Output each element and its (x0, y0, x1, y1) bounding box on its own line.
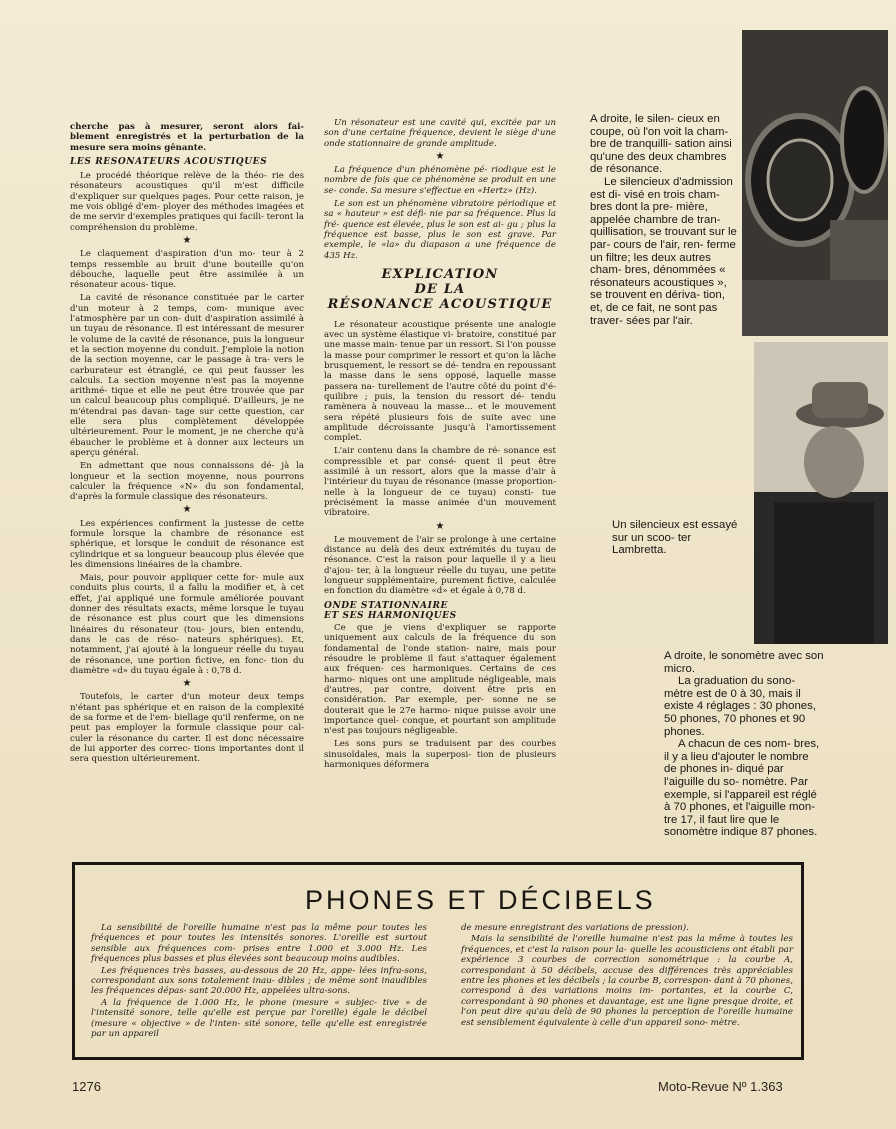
paragraph: Le mouvement de l'air se prolonge à une certaine distance au delà des deux extrémités du tuyau de résonance. C'est la raison pour laquelle il y a lieu d'ajou- ter, à la longueur réelle du tuyau, une petite longueur supplémentaire, purement fictive, calculée en fonction du diamètre «d» et égale à 0,78 d. (324, 534, 556, 597)
definition-resonateur: Un résonateur est une cavité qui, excitée par un son d'une certaine fréquence, devient le siège d'une onde stationnaire de grande amplitude. (324, 118, 556, 149)
title-line: RÉSONANCE ACOUSTIQUE (327, 296, 553, 312)
lambretta-scooter-photo (754, 342, 888, 644)
middle-column (324, 118, 556, 773)
box-paragraph: La sensibilité de l'oreille humaine n'est pas la même pour toutes les fréquences et pour toutes les intensités sonores. L'oreille est surtout sensible aux fréquences com- prises entre 1.000 et 3.000 Hz. Les fréquences plus basses et plus élevées sont beaucoup moins audibles. (91, 923, 427, 965)
caption-lambretta (612, 519, 748, 557)
paragraph: Les expériences confirment la justesse de cette formule lorsque la chambre de résonance est sphérique, et lorsque le conduit de résonance est cylindrique et sa longueur beaucoup plus élevée que les dimensions linéaires de la chambre. (70, 518, 304, 570)
star-separator: ★ (435, 150, 445, 162)
caption-text: La graduation du sono- mètre est de 0 à 30, mais il existe 4 réglages : 30 phones, 50 phones, 70 phones et 90 phones. (664, 675, 816, 738)
paragraph: Toutefois, le carter d'un moteur deux temps n'étant pas sphérique et en raison de la complexité de sa forme et de l'em- biellage qu'il renferme, on ne peut pas employer la formule classique pour cal- culer la résonance du carter. Il est donc nécessaire de lui apporter des correc- tions importantes dont il sera question ultérieurement. (70, 692, 304, 765)
star-separator: ★ (182, 504, 192, 516)
caption-text: Un silencieux est essayé sur un scoo- ter Lambretta. (612, 519, 738, 557)
box-paragraph: Mais la sensibilité de l'oreille humaine n'est pas la même à toutes les fréquences, et c'est la raison pour la- quelle les acousticiens ont établi par expérience 3 courbes de correction sonométrique : la courbe A, correspondant à 50 décibels, accuse des différences très appréciables entre les phones et les décibels ; la courbe B, correspon- dant à 70 phones, correspond à des variations moins im- portantes, et la courbe C, correspondant à 90 phones et davantage, est une ligne presque droite, et l'on peut dire qu'au delà de 90 phones la perception de l'oreille humaine est sensiblement équivalente à celle d'un appareil sono- mètre. (461, 934, 793, 1028)
box-paragraph: Les fréquences très basses, au-dessous de 20 Hz, appe- lées infra-sons, correspondant aux sons totalement inau- dibles ; de même sont inaudibles les fréquences dépas- sant 20.000 Hz, appelées ultra-sons. (91, 965, 427, 997)
star-separator: ★ (182, 678, 192, 690)
caption-silencieux (590, 113, 738, 327)
star-separator: ★ (435, 520, 445, 532)
definition-son: Le son est un phénomène vibratoire périodique et sa « hauteur » est défi- nie par sa fréquence. Plus la fré- quence est élevée, plus le son est ai- gu ; plus la fréquence est basse, plus le son est grave. Par exemple, le «la» du diapason a une fréquence de 435 Hz. (324, 199, 556, 261)
box-paragraph: de mesure enregistrant des variations de pression). (461, 923, 689, 933)
paragraph: Le claquement d'aspiration d'un mo- teur à 2 temps ressemble au bruit d'une bouteille qu'on débouche, laquelle peut être assimilée à un résonateur acous- tique. (70, 249, 304, 291)
caption-text: A droite, le sonomètre avec son micro. (664, 650, 824, 675)
caption-text: Le silencieux d'admission est di- visé en trois cham- bres dont la pre- mière, appelée chambre de tran- quillisation, se trouvant sur le par- cours de l'air, ren- ferme un filtre; les deux autres cham- bres, dénommées « résonateurs acoustiques », se trouvent en dériva- tion, et, de ce fait, ne sont pas traver- sées par l'air. (590, 175, 737, 327)
silencer-cutaway-photo (742, 30, 888, 336)
heading-line: ET SES HARMONIQUES (324, 610, 457, 621)
box-right-column (461, 923, 793, 1029)
intro-text: cherche pas à mesurer, seront alors fai- blement enregistrés et la perturbation de la mesure sera moins gênante. (70, 122, 304, 153)
box-left-column (91, 923, 427, 1040)
caption-text: A droite, le silen- cieux en coupe, où l'on voit la cham- bre de tranquilli- sation ainsi qu'une des deux chambres de résonance. (590, 113, 732, 176)
title-line: EXPLICATION (381, 266, 499, 282)
definition-frequence: La fréquence d'un phénomène pé- riodique est le nombre de fois que ce phénomène se produit en une se- conde. Sa mesure s'effectue en «Hertz» (Hz). (324, 165, 556, 196)
heading-line: ONDE STATIONNAIRE (324, 600, 448, 611)
section-title-explication (324, 267, 556, 312)
section-heading-onde (324, 601, 556, 622)
section-heading-resonateurs: LES RESONATEURS ACOUSTIQUES (70, 156, 268, 167)
paragraph: La cavité de résonance constituée par le carter d'un moteur à 2 temps, com- munique avec l'atmosphère par un con- duit d'aspiration assimilé à un tuyau de résonance. Il est intéressant de mesurer le volume de la cavité de résonance, puis la longueur et la section moyenne du conduit. J'emploie la notion de la section moyenne, car le passage à tra- vers le carburateur est étranglé, ce qui peut fausser les calculs. La section moyenne n'est pas la moyenne arithmé- tique et elle ne peut être trouvée que par un calcul beaucoup plus compliqué. D'ailleurs, je ne m'étendrai pas davan- tage sur cette question, car elle sera plus complètement développée ultérieurement. Pour le moment, je ne cherche qu'à ébaucher le problème et à donner aux lecteurs un aperçu général. (70, 293, 304, 458)
star-separator: ★ (182, 234, 192, 246)
page-number: 1276 (72, 1079, 101, 1094)
phones-decibels-box (72, 862, 804, 1060)
caption-text: A chacun de ces nom- bres, il y a lieu d'ajouter le nombre de phones in- diqué par l'aiguille du so- nomètre. Par exemple, si l'appareil est réglé à 70 phones, et l'aiguille mon- tre 17, il faut lire que le sonomètre indique 87 phones. (664, 738, 820, 839)
paragraph: Mais, pour pouvoir appliquer cette for- mule aux conduits plus courts, il a fallu la modifier et, à cet effet, j'ai appliqué une formule améliorée pouvant donner des résultats exacts, même lorsque le tuyau de résonance est plus court que les dimensions linéaires du résonateur (tou- jours, bien entendu, dans le cas de réso- nateurs sphériques). Et, notamment, j'ai ajouté à la longueur réelle du tuyau de résonance, une portion fictive, en fonc- tion du diamètre «d» du tuyau égale à : 0,78 d. (70, 573, 304, 676)
magazine-issue: Moto-Revue Nº 1.363 (658, 1079, 783, 1094)
box-paragraph: A la fréquence de 1.000 Hz, le phone (mesure « subjec- tive » de l'intensité sonore, telle qu'elle est perçue par l'oreille) égale le décibel (mesure « objective » de l'inten- sité sonore, telle qu'elle est enregistrée par un appareil (91, 997, 427, 1040)
box-title: PHONES ET DÉCIBELS (305, 885, 656, 915)
title-line: DE LA (414, 281, 466, 297)
paragraph: Ce que je viens d'expliquer se rapporte uniquement aux calculs de la fréquence du son fondamental de l'onde station- naire, mais pour résoudre le problème il faut s'attaquer également aux fréquen- ces harmoniques. Certains de ces harmo- niques ont une amplitude négligeable, mais d'autres, par contre, doivent être pris en considération. Par exemple, per- sonne ne se douterait que le 27e harmo- nique puisse avoir une importance quel- conque, et pourtant son amplitude n'est pas toujours négligeable. (324, 623, 556, 737)
caption-sonometre (664, 650, 824, 839)
paragraph: Le procédé théorique relève de la théo- rie des résonateurs acoustiques qu'il m'est difficile d'expliquer sur quelques pages. Pour cette raison, je me vois obligé d'em- ployer des méthodes imagées et de me servir d'exemples pratiques qui facili- teront la compréhension du problème. (70, 171, 304, 233)
paragraph: L'air contenu dans la chambre de ré- sonance est compressible et par consé- quent il peut être assimilé à un ressort, alors que la masse d'air à l'intérieur du tuyau de résonance (masse proportion- nelle à la longueur de ce tuyau) consti- tue précisément la masse animée d'un mouvement vibratoire. (324, 446, 556, 519)
paragraph: Les sons purs se traduisent par des courbes sinusoïdales, mais la superposi- tion de plusieurs harmoniques déformera (324, 739, 556, 771)
paragraph: En admettant que nous connaissons dé- jà la longueur et la section moyenne, nous pourrons calculer la fréquence «N» du son fondamental, d'après la formule classique des résonateurs. (70, 461, 304, 503)
paragraph: Le résonateur acoustique présente une analogie avec un système élastique vi- bratoire, constitué par une masse main- tenue par un ressort. Si l'on pousse la masse pour comprimer le ressort et qu'on la lâche brusquement, le ressort se dé- tendra en repoussant la masse dans le sens opposé, laquelle masse passera na- turellement de l'autre côté du point d'é- quilibre ; puis, la tension du ressort dé- tendu ramènera à nouveau la masse... et le mouvement sera répété plusieurs fois de suite avec une amplitude décroissante jusqu'à l'amortissement complet. (324, 319, 556, 444)
left-column (70, 122, 304, 768)
